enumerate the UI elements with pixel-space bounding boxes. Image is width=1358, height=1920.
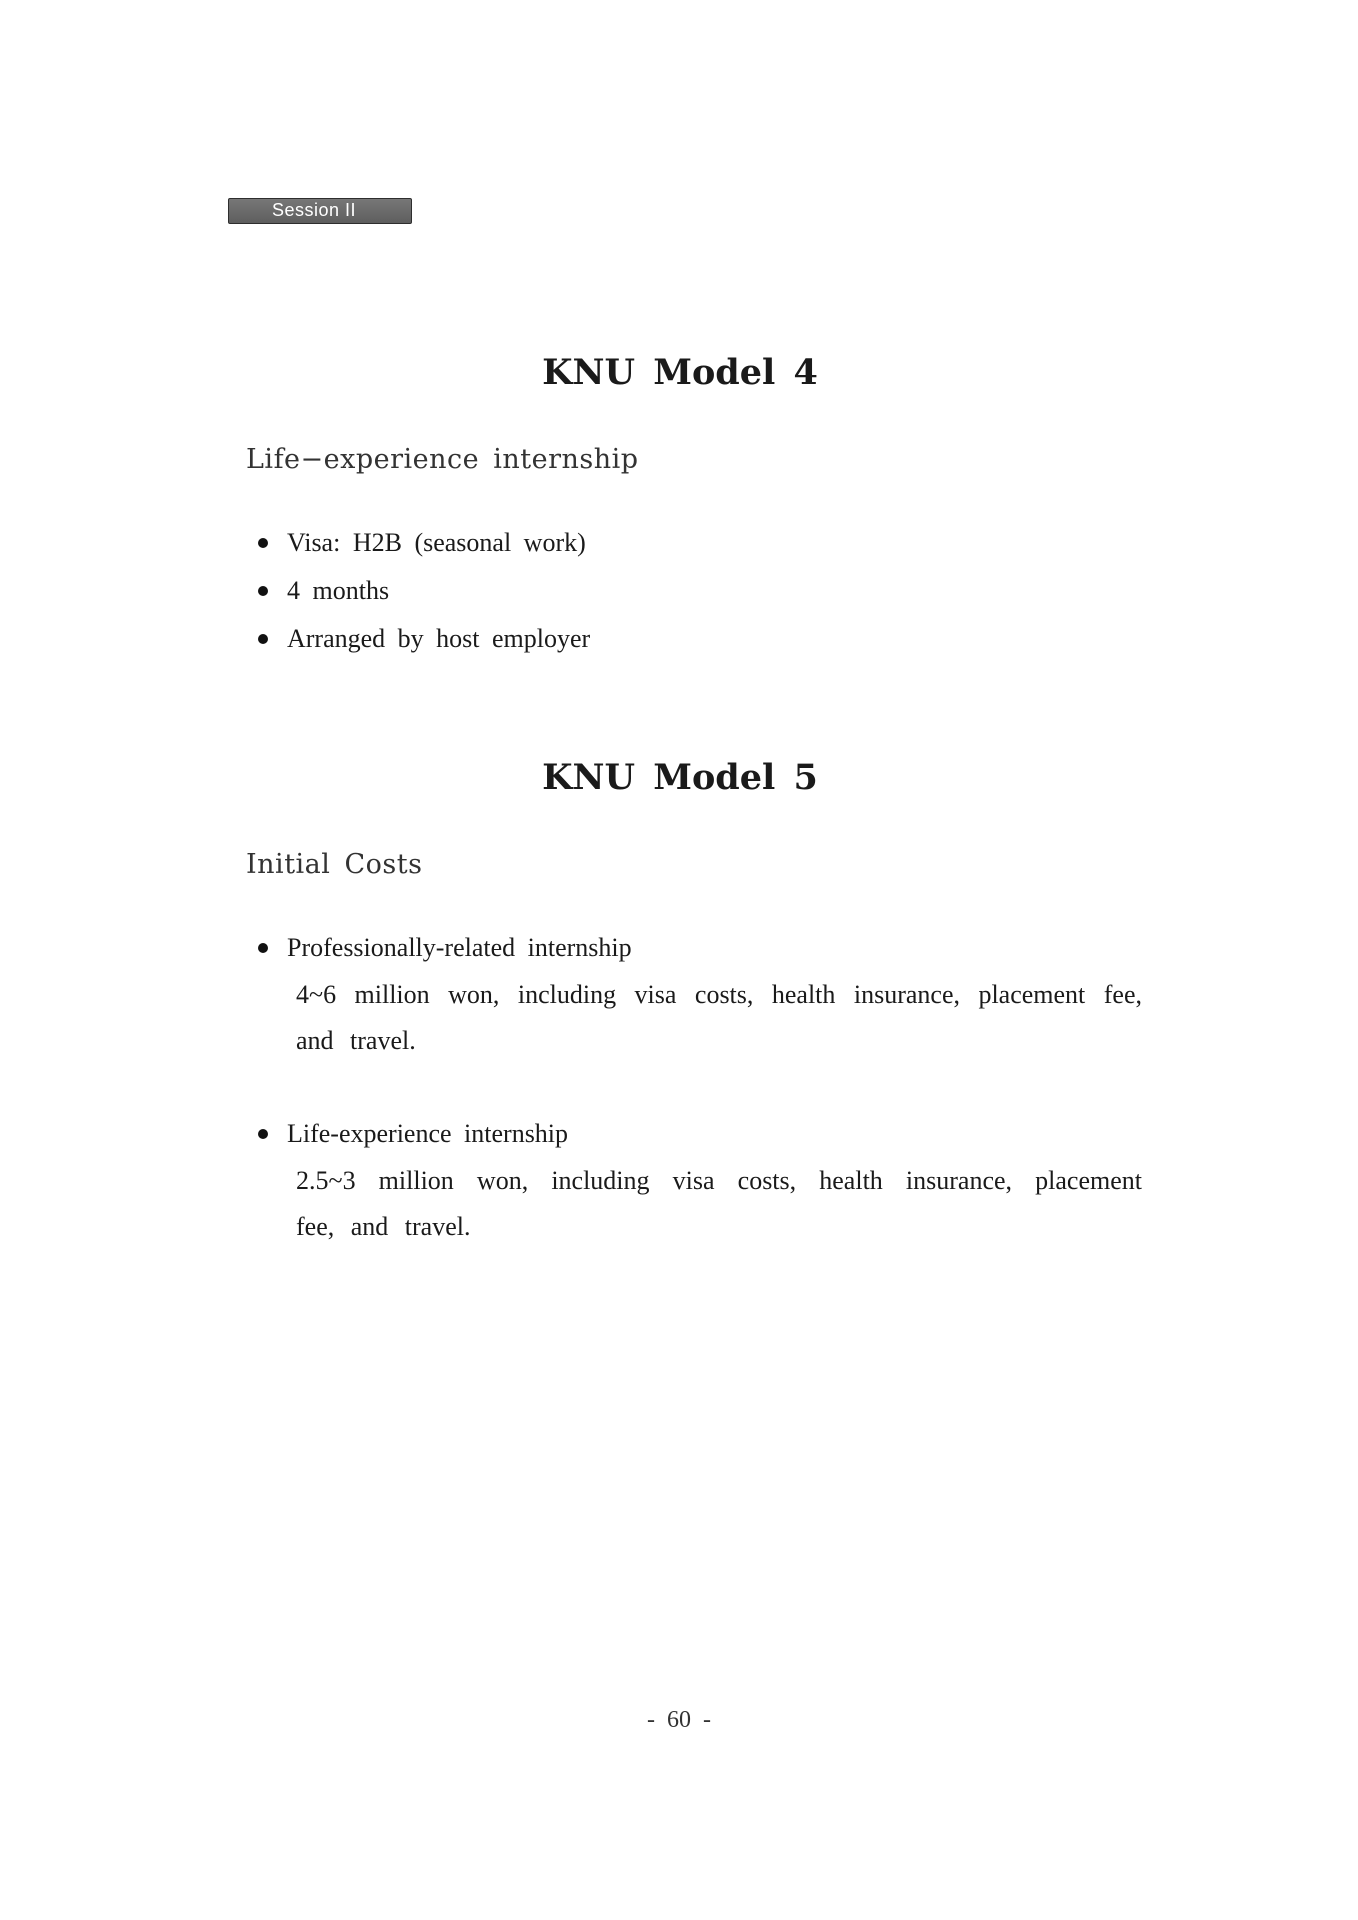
list-item-text: Arranged by host employer xyxy=(287,624,591,653)
cost-item-life-experience xyxy=(256,1110,1142,1250)
model-5-subheading: Initial Costs xyxy=(246,849,423,880)
cost-item-heading-text: Professionally-related internship xyxy=(287,933,632,962)
page-number: - 60 - xyxy=(647,1707,711,1733)
bullet-icon xyxy=(258,586,268,596)
list-item-text: 4 months xyxy=(287,576,390,605)
list-item-text: Visa: H2B (seasonal work) xyxy=(287,528,586,557)
list-item xyxy=(256,519,590,567)
session-label: Session II xyxy=(228,198,412,224)
model-4-subheading: Life−experience internship xyxy=(246,444,639,475)
cost-item-professional xyxy=(256,924,1142,1064)
model-5-title: KNU Model 5 xyxy=(542,757,818,798)
cost-item-detail: 2.5~3 million won, including visa costs, health insurance, placement fee, and travel. xyxy=(296,1166,1142,1241)
list-item xyxy=(256,615,590,663)
list-item xyxy=(256,567,590,615)
bullet-icon xyxy=(258,1129,268,1139)
bullet-icon xyxy=(258,943,268,953)
bullet-icon xyxy=(258,634,268,644)
model-4-bullet-list xyxy=(256,519,590,663)
cost-item-heading xyxy=(256,1110,1142,1158)
cost-item-heading-text: Life-experience internship xyxy=(287,1119,569,1148)
cost-item-heading xyxy=(256,924,1142,972)
model-4-title: KNU Model 4 xyxy=(542,352,818,393)
cost-item-detail: 4~6 million won, including visa costs, health insurance, placement fee, and travel. xyxy=(296,980,1142,1055)
bullet-icon xyxy=(258,538,268,548)
